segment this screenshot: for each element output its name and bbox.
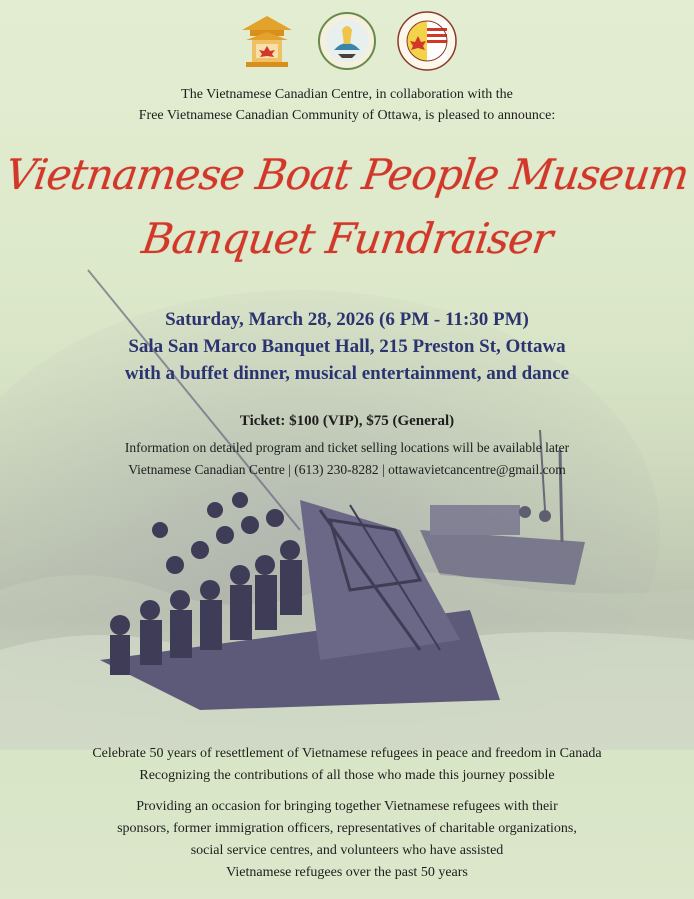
- event-date: Saturday, March 28, 2026 (6 PM - 11:30 PM): [165, 309, 529, 330]
- celebrate-line-2: Recognizing the contributions of all those who made this journey possible: [139, 768, 555, 783]
- logo-row: [0, 10, 694, 72]
- pagoda-maple-logo: [236, 10, 298, 72]
- celebrate-line-1: Celebrate 50 years of resettlement of Vietnamese refugees in peace and freedom in Canada: [92, 746, 602, 761]
- event-title-line-2: Banquet Fundraiser: [138, 214, 556, 263]
- intro-announcement: [0, 84, 694, 126]
- celebrate-block: [0, 743, 694, 787]
- ticket-price: Ticket: $100 (VIP), $75 (General): [239, 413, 455, 429]
- boat-people-museum-logo: [316, 10, 378, 72]
- event-details: [0, 306, 694, 387]
- ticket-info-block: [0, 437, 694, 481]
- intro-line-1: The Vietnamese Canadian Centre, in collaboration with the: [181, 87, 513, 102]
- occasion-line-2: sponsors, former immigration officers, representatives of charitable organizations,: [117, 821, 577, 836]
- occasion-line-4: Vietnamese refugees over the past 50 years: [226, 865, 468, 880]
- occasion-line-1: Providing an occasion for bringing together Vietnamese refugees with their: [136, 799, 558, 814]
- event-activities: with a buffet dinner, musical entertainment, and dance: [124, 363, 570, 384]
- intro-line-2: Free Vietnamese Canadian Community of Ottawa, is pleased to announce:: [138, 108, 556, 123]
- event-title-line-1: Vietnamese Boat People Museum: [2, 150, 692, 199]
- contact-info: Vietnamese Canadian Centre | (613) 230-8282 | ottawavietcancentre@gmail.com: [128, 462, 566, 477]
- occasion-line-3: social service centres, and volunteers who have assisted: [190, 843, 504, 858]
- community-seal-logo: [396, 10, 458, 72]
- ticket-info: Information on detailed program and ticket selling locations will be available later: [124, 440, 570, 455]
- event-venue: Sala San Marco Banquet Hall, 215 Preston St, Ottawa: [128, 336, 566, 357]
- occasion-block: [0, 796, 694, 884]
